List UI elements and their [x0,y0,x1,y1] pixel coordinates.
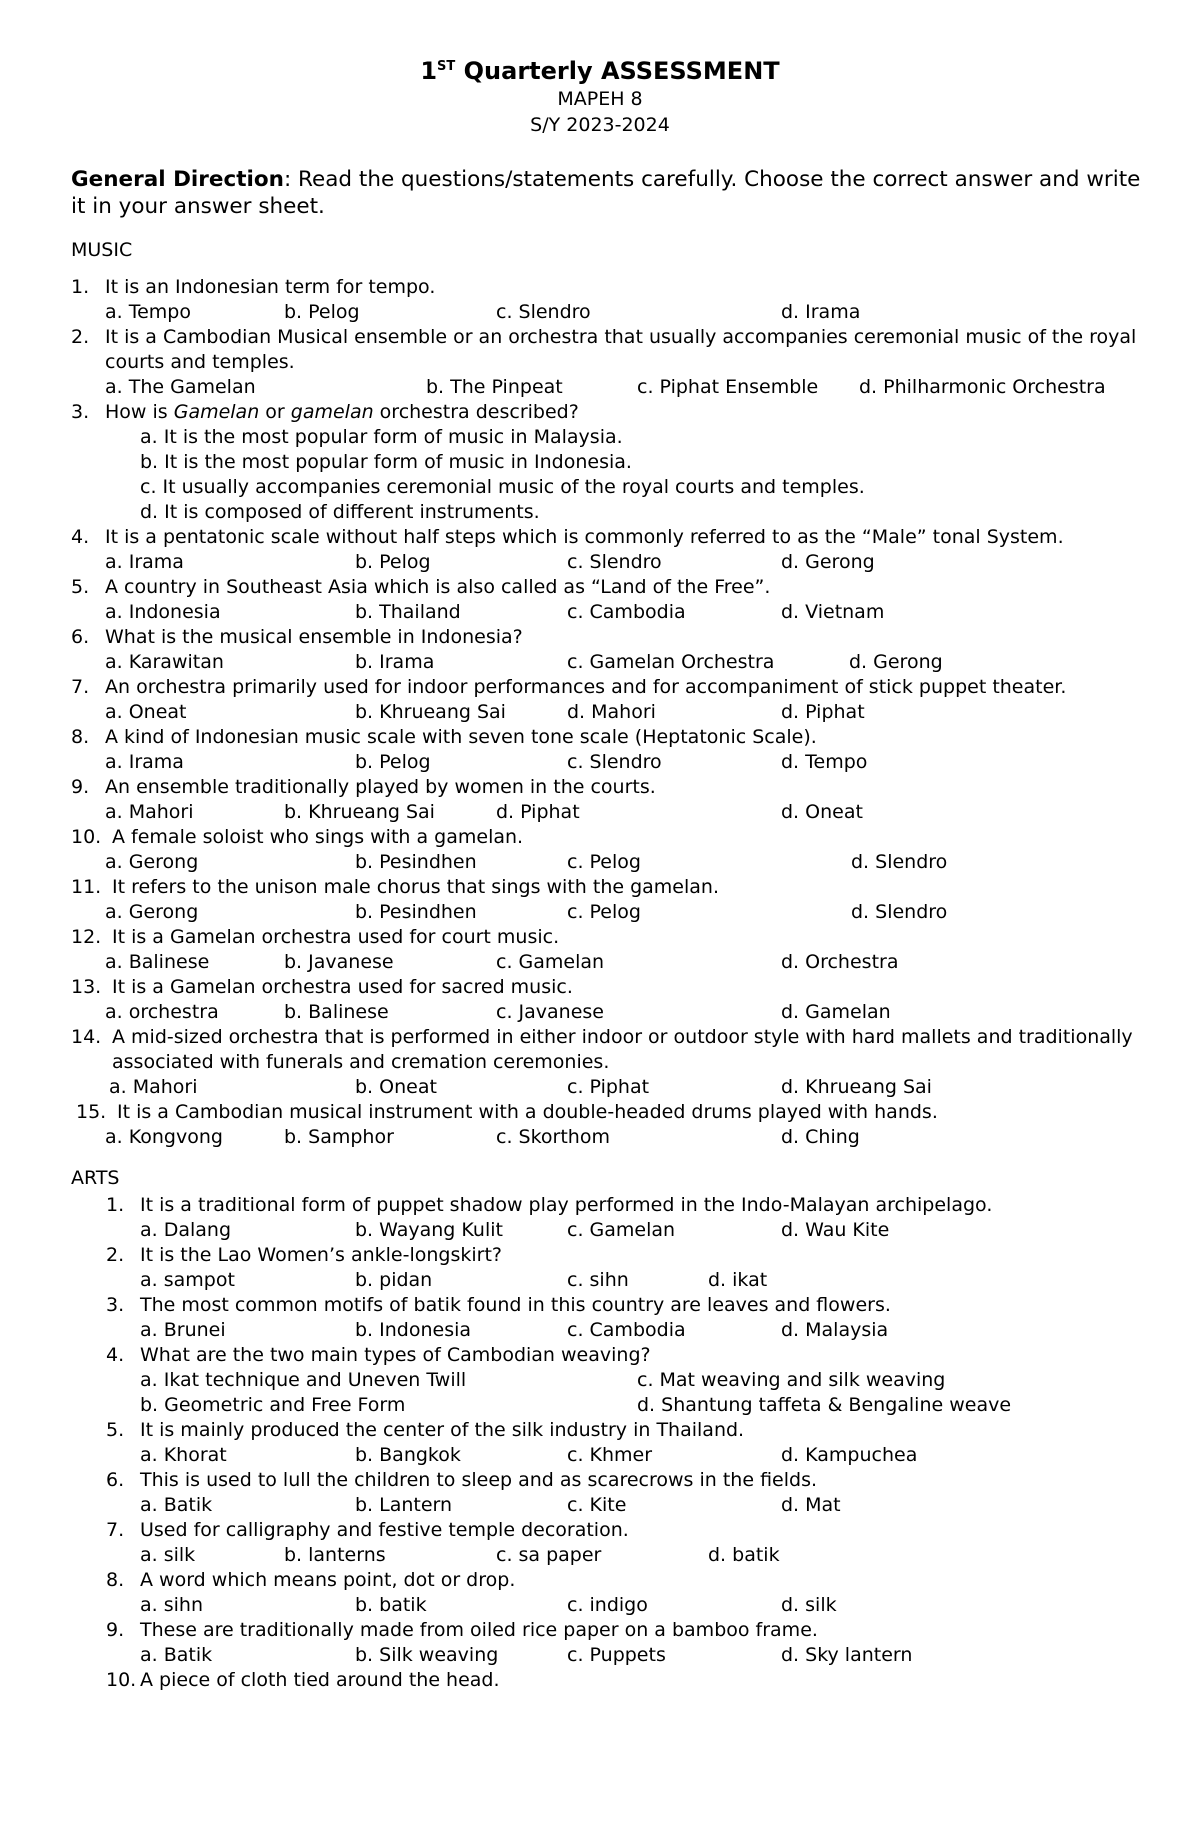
option-c: c. It usually accompanies ceremonial music of the royal courts and temples. [140,476,865,498]
option-b: b. Pesindhen [355,851,477,873]
answer-options [71,1268,1200,1293]
question-text: It is a Gamelan orchestra used for sacred music. [112,976,573,998]
title-superscript: ST [437,59,456,74]
question-item [71,625,1200,650]
question-number: 6. [71,626,90,648]
answer-options [71,1218,1200,1243]
option-c: d. Piphat [496,801,580,823]
option-c: c. Skorthom [496,1126,610,1148]
option-d: d. ikat [708,1269,768,1291]
school-year-line: S/Y 2023-2024 [530,114,670,136]
question-text: It is a Gamelan orchestra used for court music. [112,926,560,948]
option-a: a. Karawitan [105,651,224,673]
direction-label: General Direction [71,167,284,192]
option-a: a. It is the most popular form of music in Malaysia. [140,426,623,448]
option-d: d. Gerong [849,651,943,673]
question-item [71,275,1200,300]
arts-label: ARTS [71,1167,120,1189]
answer-options [71,375,1200,400]
question-text: It is an Indonesian term for tempo. [105,276,436,298]
answer-options [71,1075,1200,1100]
answer-options [71,850,1200,875]
question-number: 6. [106,1469,125,1491]
option-c: c. Piphat Ensemble [637,376,819,398]
question-number: 10. [106,1669,137,1691]
answer-options [71,1443,1200,1468]
option-a: a. Mahori [109,1076,198,1098]
option-d: d. Slendro [851,851,948,873]
option-b: b. Wayang Kulit [355,1219,503,1241]
option-c: c. Gamelan Orchestra [567,651,775,673]
option-c: c. Javanese [496,1001,604,1023]
question-number: 5. [106,1419,125,1441]
question-text: It is a Cambodian musical instrument with a double-headed drums played with hands. [117,1101,938,1123]
question-text [105,400,1200,425]
option-d: d. Gamelan [781,1001,891,1023]
option-b: b. pidan [355,1269,433,1291]
question-number: 13. [71,976,102,998]
option-b: b. Bangkok [355,1444,461,1466]
option-b: b. Oneat [355,1076,437,1098]
question-text: These are traditionally made from oiled rice paper on a bamboo frame. [140,1619,818,1641]
question-item [71,775,1200,800]
option-c: c. Slendro [496,301,591,323]
arts-section [71,1166,1200,1693]
option-b: b. Balinese [284,1001,389,1023]
option-d: d. Vietnam [781,601,885,623]
option-c: c. Cambodia [567,601,686,623]
question-item [71,1568,1200,1593]
option-b: b. Indonesia [355,1319,472,1341]
answer-options [71,950,1200,975]
answer-options [71,750,1200,775]
option-a: a. Indonesia [105,601,221,623]
option-a: a. Tempo [105,301,191,323]
question-text: It refers to the unison male chorus that sings with the gamelan. [112,876,719,898]
option-b: b. Khrueang Sai [355,701,506,723]
question-text-part: or [259,401,291,423]
answer-options [71,1368,1200,1393]
option-a: a. Gerong [105,901,199,923]
direction-text: : Read the questions/statements carefully. Choose the correct answer and write it in your answer sheet. [71,167,1141,219]
option-c: c. Slendro [567,751,662,773]
option-d: d. Malaysia [781,1319,889,1341]
question-item [71,1100,1200,1125]
question-number: 2. [106,1244,125,1266]
answer-options [71,1643,1200,1668]
question-number: 3. [106,1294,125,1316]
option-d: d. Wau Kite [781,1219,890,1241]
option-a: a. Mahori [105,801,194,823]
option-a: a. Batik [140,1494,213,1516]
option-a: a. Brunei [140,1319,226,1341]
option-d: d. Piphat [781,701,865,723]
option-a: a. Ikat technique and Uneven Twill [140,1369,467,1391]
option-a: a. The Gamelan [105,376,256,398]
question-text: A country in Southeast Asia which is also called as “Land of the Free”. [105,576,771,598]
question-text: This is used to lull the children to sleep and as scarecrows in the fields. [140,1469,818,1491]
question-number: 5. [71,576,90,598]
option-a: a. Gerong [105,851,199,873]
option-c: c. Mat weaving and silk weaving [637,1369,946,1391]
option-a: a. Khorat [140,1444,227,1466]
option-c: c. Pelog [567,901,641,923]
option-b: b. Pelog [355,551,431,573]
question-item [71,1025,1200,1075]
option-d: d. Philharmonic Orchestra [859,376,1106,398]
answer-options [71,700,1200,725]
option-c: c. Kite [567,1494,627,1516]
option-a: a. Balinese [105,951,210,973]
answer-options [71,600,1200,625]
question-number: 3. [71,401,90,423]
answer-options [71,1000,1200,1025]
question-item [71,875,1200,900]
question-number: 8. [71,726,90,748]
answer-options [71,1493,1200,1518]
option-c: c. Pelog [567,851,641,873]
option-d: d. Mat [781,1494,841,1516]
question-text: A word which means point, dot or drop. [140,1569,516,1591]
question-item [71,575,1200,600]
option-d: d. Tempo [781,751,868,773]
option-c: c. Cambodia [567,1319,686,1341]
document-header [0,52,1200,138]
option-b: b. batik [355,1594,427,1616]
question-text-part: orchestra described? [373,401,579,423]
answer-options [71,1393,1200,1418]
option-d: d. Orchestra [781,951,899,973]
question-text: The most common motifs of batik found in this country are leaves and flowers. [140,1294,891,1316]
answer-options [71,300,1200,325]
question-text: A female soloist who sings with a gamelan. [112,826,524,848]
question-text: Used for calligraphy and festive temple decoration. [140,1519,629,1541]
question-item [71,1343,1200,1368]
option-d: d. Sky lantern [781,1644,913,1666]
question-text: What are the two main types of Cambodian weaving? [140,1344,651,1366]
option-b: b. Thailand [355,601,461,623]
subject-line: MAPEH 8 [557,88,643,110]
option-d: d. silk [781,1594,837,1616]
option-a: a. orchestra [105,1001,219,1023]
option-b: b. Khrueang Sai [284,801,435,823]
question-text: A piece of cloth tied around the head. [140,1669,500,1691]
option-b: b. Pesindhen [355,901,477,923]
option-b: b. Javanese [284,951,394,973]
option-c: c. Gamelan [496,951,605,973]
option-b: b. lanterns [284,1544,386,1566]
option-a: a. Oneat [105,701,187,723]
question-number: 8. [106,1569,125,1591]
document-title [0,52,1200,86]
option-a: a. sampot [140,1269,235,1291]
option-d: d. Khrueang Sai [781,1076,932,1098]
answer-options [71,900,1200,925]
question-text: A kind of Indonesian music scale with seven tone scale (Heptatonic Scale). [105,726,817,748]
option-b: b. Irama [355,651,435,673]
option-c: c. sa paper [496,1544,602,1566]
title-number: 1 [420,57,438,85]
question-item [71,1518,1200,1543]
option-c: c. indigo [567,1594,648,1616]
question-item [71,1668,1200,1693]
option-d: d. Gerong [781,551,875,573]
option-a: a. Batik [140,1644,213,1666]
option-c: c. Piphat [567,1076,650,1098]
question-number: 1. [106,1194,125,1216]
question-number: 9. [106,1619,125,1641]
option-a: a. sihn [140,1594,203,1616]
answer-options [71,650,1200,675]
question-number: 14. [71,1026,102,1048]
question-item [71,325,1200,375]
question-item [71,825,1200,850]
option-b: b. The Pinpeat [426,376,563,398]
question-text-part: How is [105,401,174,423]
question-item [71,675,1200,700]
question-text-italic: gamelan [290,401,374,423]
option-b: b. Pelog [355,751,431,773]
option-d: d. Shantung taffeta & Bengaline weave [637,1394,1012,1416]
answer-options [71,1543,1200,1568]
question-number: 2. [71,326,90,348]
question-item [71,725,1200,750]
answer-options [71,800,1200,825]
question-item [71,1618,1200,1643]
answer-options [71,1593,1200,1618]
option-a: a. Irama [105,551,184,573]
question-item [71,1193,1200,1218]
option-c: d. Mahori [567,701,656,723]
question-number: 1. [71,276,90,298]
question-text: What is the musical ensemble in Indonesia? [105,626,523,648]
option-c: c. sihn [567,1269,629,1291]
music-section [71,238,1200,1150]
option-b: b. It is the most popular form of music in Indonesia. [140,451,632,473]
question-text: An orchestra primarily used for indoor performances and for accompaniment of stick puppet theater. [105,676,1067,698]
option-d: d. Ching [781,1126,860,1148]
option-c: c. Khmer [567,1444,653,1466]
option-d: d. Oneat [781,801,863,823]
answer-options [71,550,1200,575]
question-text: It is a pentatonic scale without half steps which is commonly referred to as the “Male” tonal System. [105,526,1064,548]
question-text: An ensemble traditionally played by women in the courts. [105,776,656,798]
option-a: a. Kongvong [105,1126,223,1148]
option-b: b. Pelog [284,301,360,323]
question-text: It is mainly produced the center of the silk industry in Thailand. [140,1419,745,1441]
option-d: d. Irama [781,301,861,323]
option-a: a. Irama [105,751,184,773]
question-number: 7. [106,1519,125,1541]
option-d: d. Kampuchea [781,1444,918,1466]
question-item [71,1468,1200,1493]
question-item [71,1293,1200,1318]
question-number: 7. [71,676,90,698]
question-text-italic: Gamelan [173,401,260,423]
answer-options [71,1318,1200,1343]
option-c: c. Slendro [567,551,662,573]
question-item [71,1243,1200,1268]
general-direction [71,166,1151,220]
option-b: b. Samphor [284,1126,394,1148]
question-number: 11. [71,876,102,898]
answer-options [71,1125,1200,1150]
option-b: b. Silk weaving [355,1644,499,1666]
question-text: It is the Lao Women’s ankle-longskirt? [140,1244,502,1266]
option-b: b. Lantern [355,1494,453,1516]
option-c: c. Puppets [567,1644,666,1666]
title-text: Quarterly ASSESSMENT [455,57,780,85]
question-item [71,1418,1200,1443]
music-label: MUSIC [71,239,133,261]
option-d: d. It is composed of different instruments. [140,501,540,523]
question-number: 10. [71,826,102,848]
question-number: 9. [71,776,90,798]
question-number: 12. [71,926,102,948]
question-item [71,400,1200,425]
question-text: A mid-sized orchestra that is performed in either indoor or outdoor style with hard mallets and traditionally associated with funerals and cremation ceremonies. [112,1026,1133,1073]
option-d: d. batik [708,1544,780,1566]
question-item [71,525,1200,550]
question-text: It is a traditional form of puppet shadow play performed in the Indo-Malayan archipelago. [140,1194,993,1216]
question-text: It is a Cambodian Musical ensemble or an orchestra that usually accompanies ceremonial music of the royal courts and temples. [105,326,1137,373]
question-item [71,975,1200,1000]
option-b: b. Geometric and Free Form [140,1394,406,1416]
option-c: c. Gamelan [567,1219,676,1241]
option-d: d. Slendro [851,901,948,923]
option-a: a. silk [140,1544,196,1566]
question-item [71,925,1200,950]
option-a: a. Dalang [140,1219,232,1241]
question-number: 4. [106,1344,125,1366]
question-number: 4. [71,526,90,548]
question-number: 15. [76,1101,107,1123]
